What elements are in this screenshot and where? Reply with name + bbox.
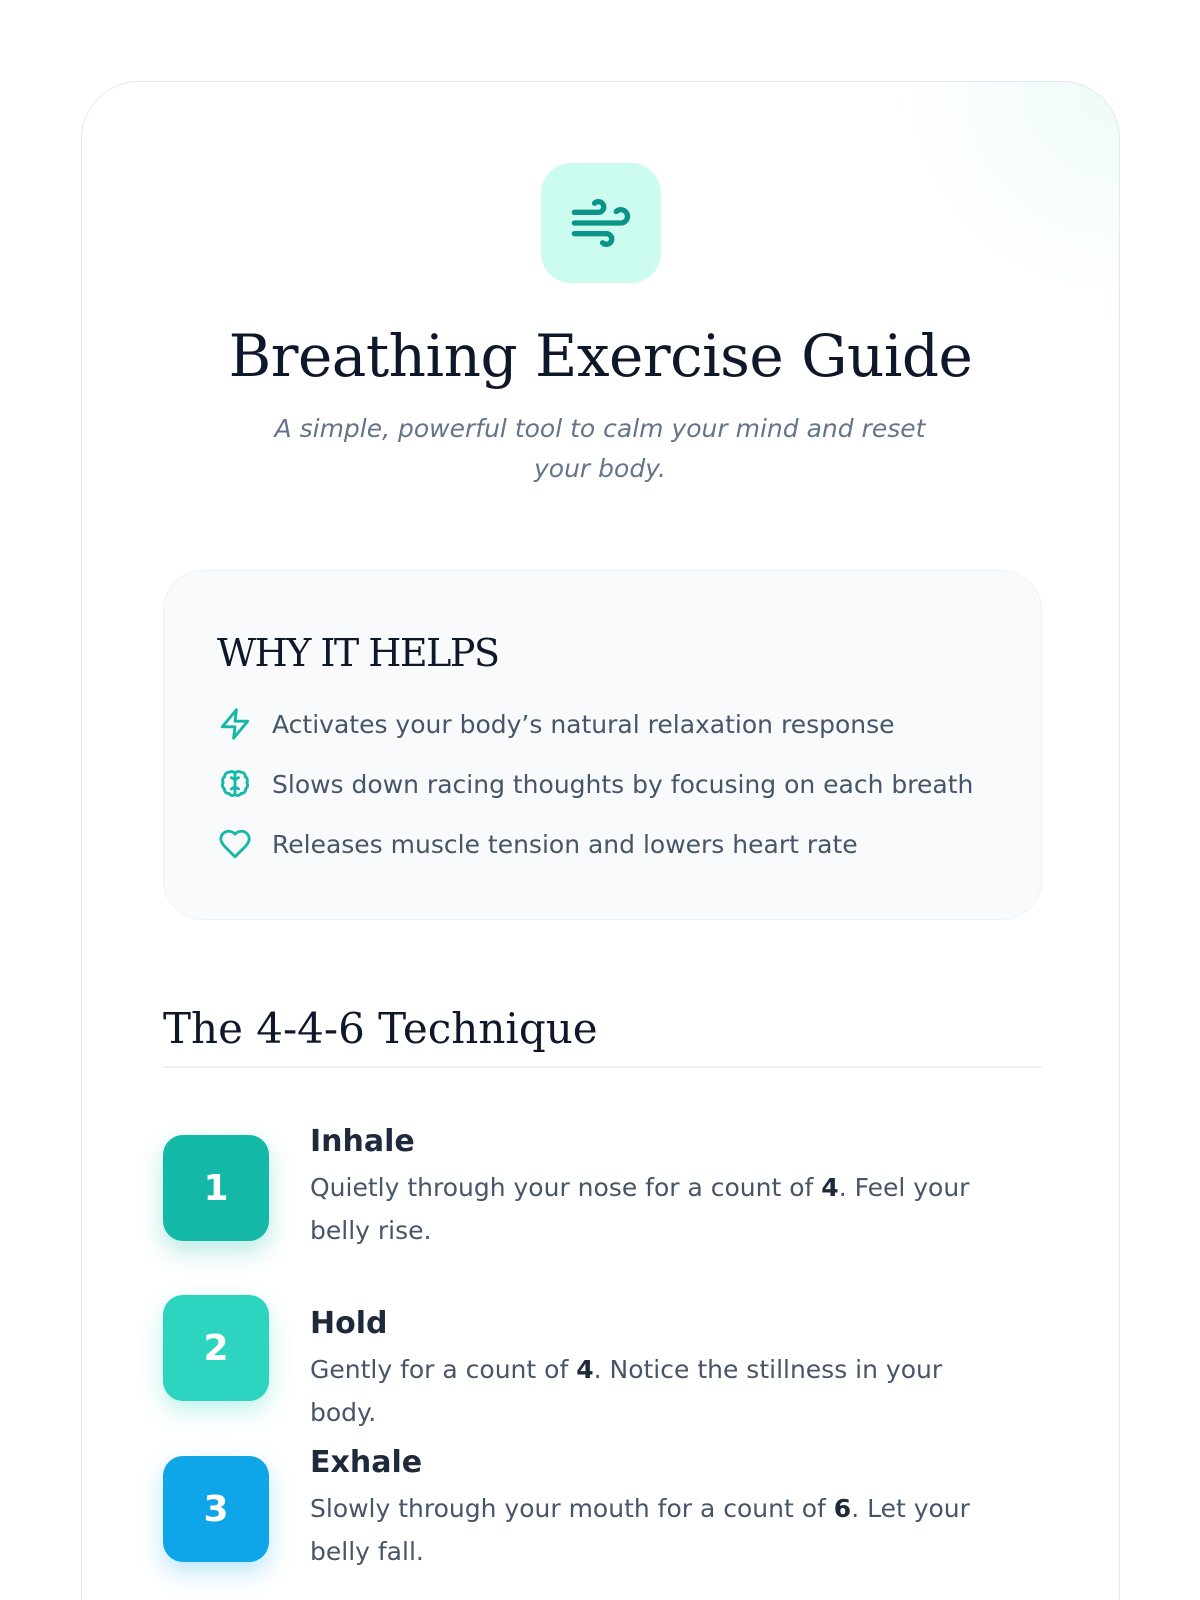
- benefit-text: Releases muscle tension and lowers heart rate: [272, 829, 858, 859]
- step-description: Gently for a count of 4. Notice the stillness in your body.: [310, 1355, 943, 1427]
- logo-tile: [541, 163, 661, 283]
- step-description: Quietly through your nose for a count of 4. Feel your belly rise.: [310, 1173, 970, 1245]
- step-number-badge: 2: [163, 1295, 269, 1401]
- benefit-item-relaxation: [217, 704, 895, 744]
- step-title-hold: Hold: [310, 1306, 388, 1341]
- step-number-badge: 3: [163, 1456, 269, 1562]
- heart-icon: [217, 826, 253, 862]
- benefit-text: Activates your body’s natural relaxation response: [272, 709, 895, 739]
- step-title-exhale: Exhale: [310, 1445, 423, 1480]
- benefit-item-tension: [217, 824, 858, 864]
- technique-title: The 4-4-6 Technique: [163, 1004, 598, 1053]
- page-subtitle: A simple, powerful tool to calm your mind and reset your body.: [274, 414, 926, 483]
- brain-icon: [217, 766, 253, 802]
- lightning-icon: [217, 706, 253, 742]
- benefit-text: Slows down racing thoughts by focusing on each breath: [272, 769, 974, 799]
- step-number-badge: 1: [163, 1135, 269, 1241]
- section-divider: [163, 1066, 1042, 1068]
- step-title-inhale: Inhale: [310, 1124, 415, 1159]
- benefit-item-thoughts: [217, 764, 973, 804]
- wind-icon: [569, 191, 633, 255]
- step-description: Slowly through your mouth for a count of 6. Let your belly fall.: [310, 1494, 970, 1566]
- why-it-helps-panel: [163, 570, 1042, 920]
- why-it-helps-title: WHY IT HELPS: [217, 631, 499, 675]
- page-title: Breathing Exercise Guide: [228, 322, 973, 390]
